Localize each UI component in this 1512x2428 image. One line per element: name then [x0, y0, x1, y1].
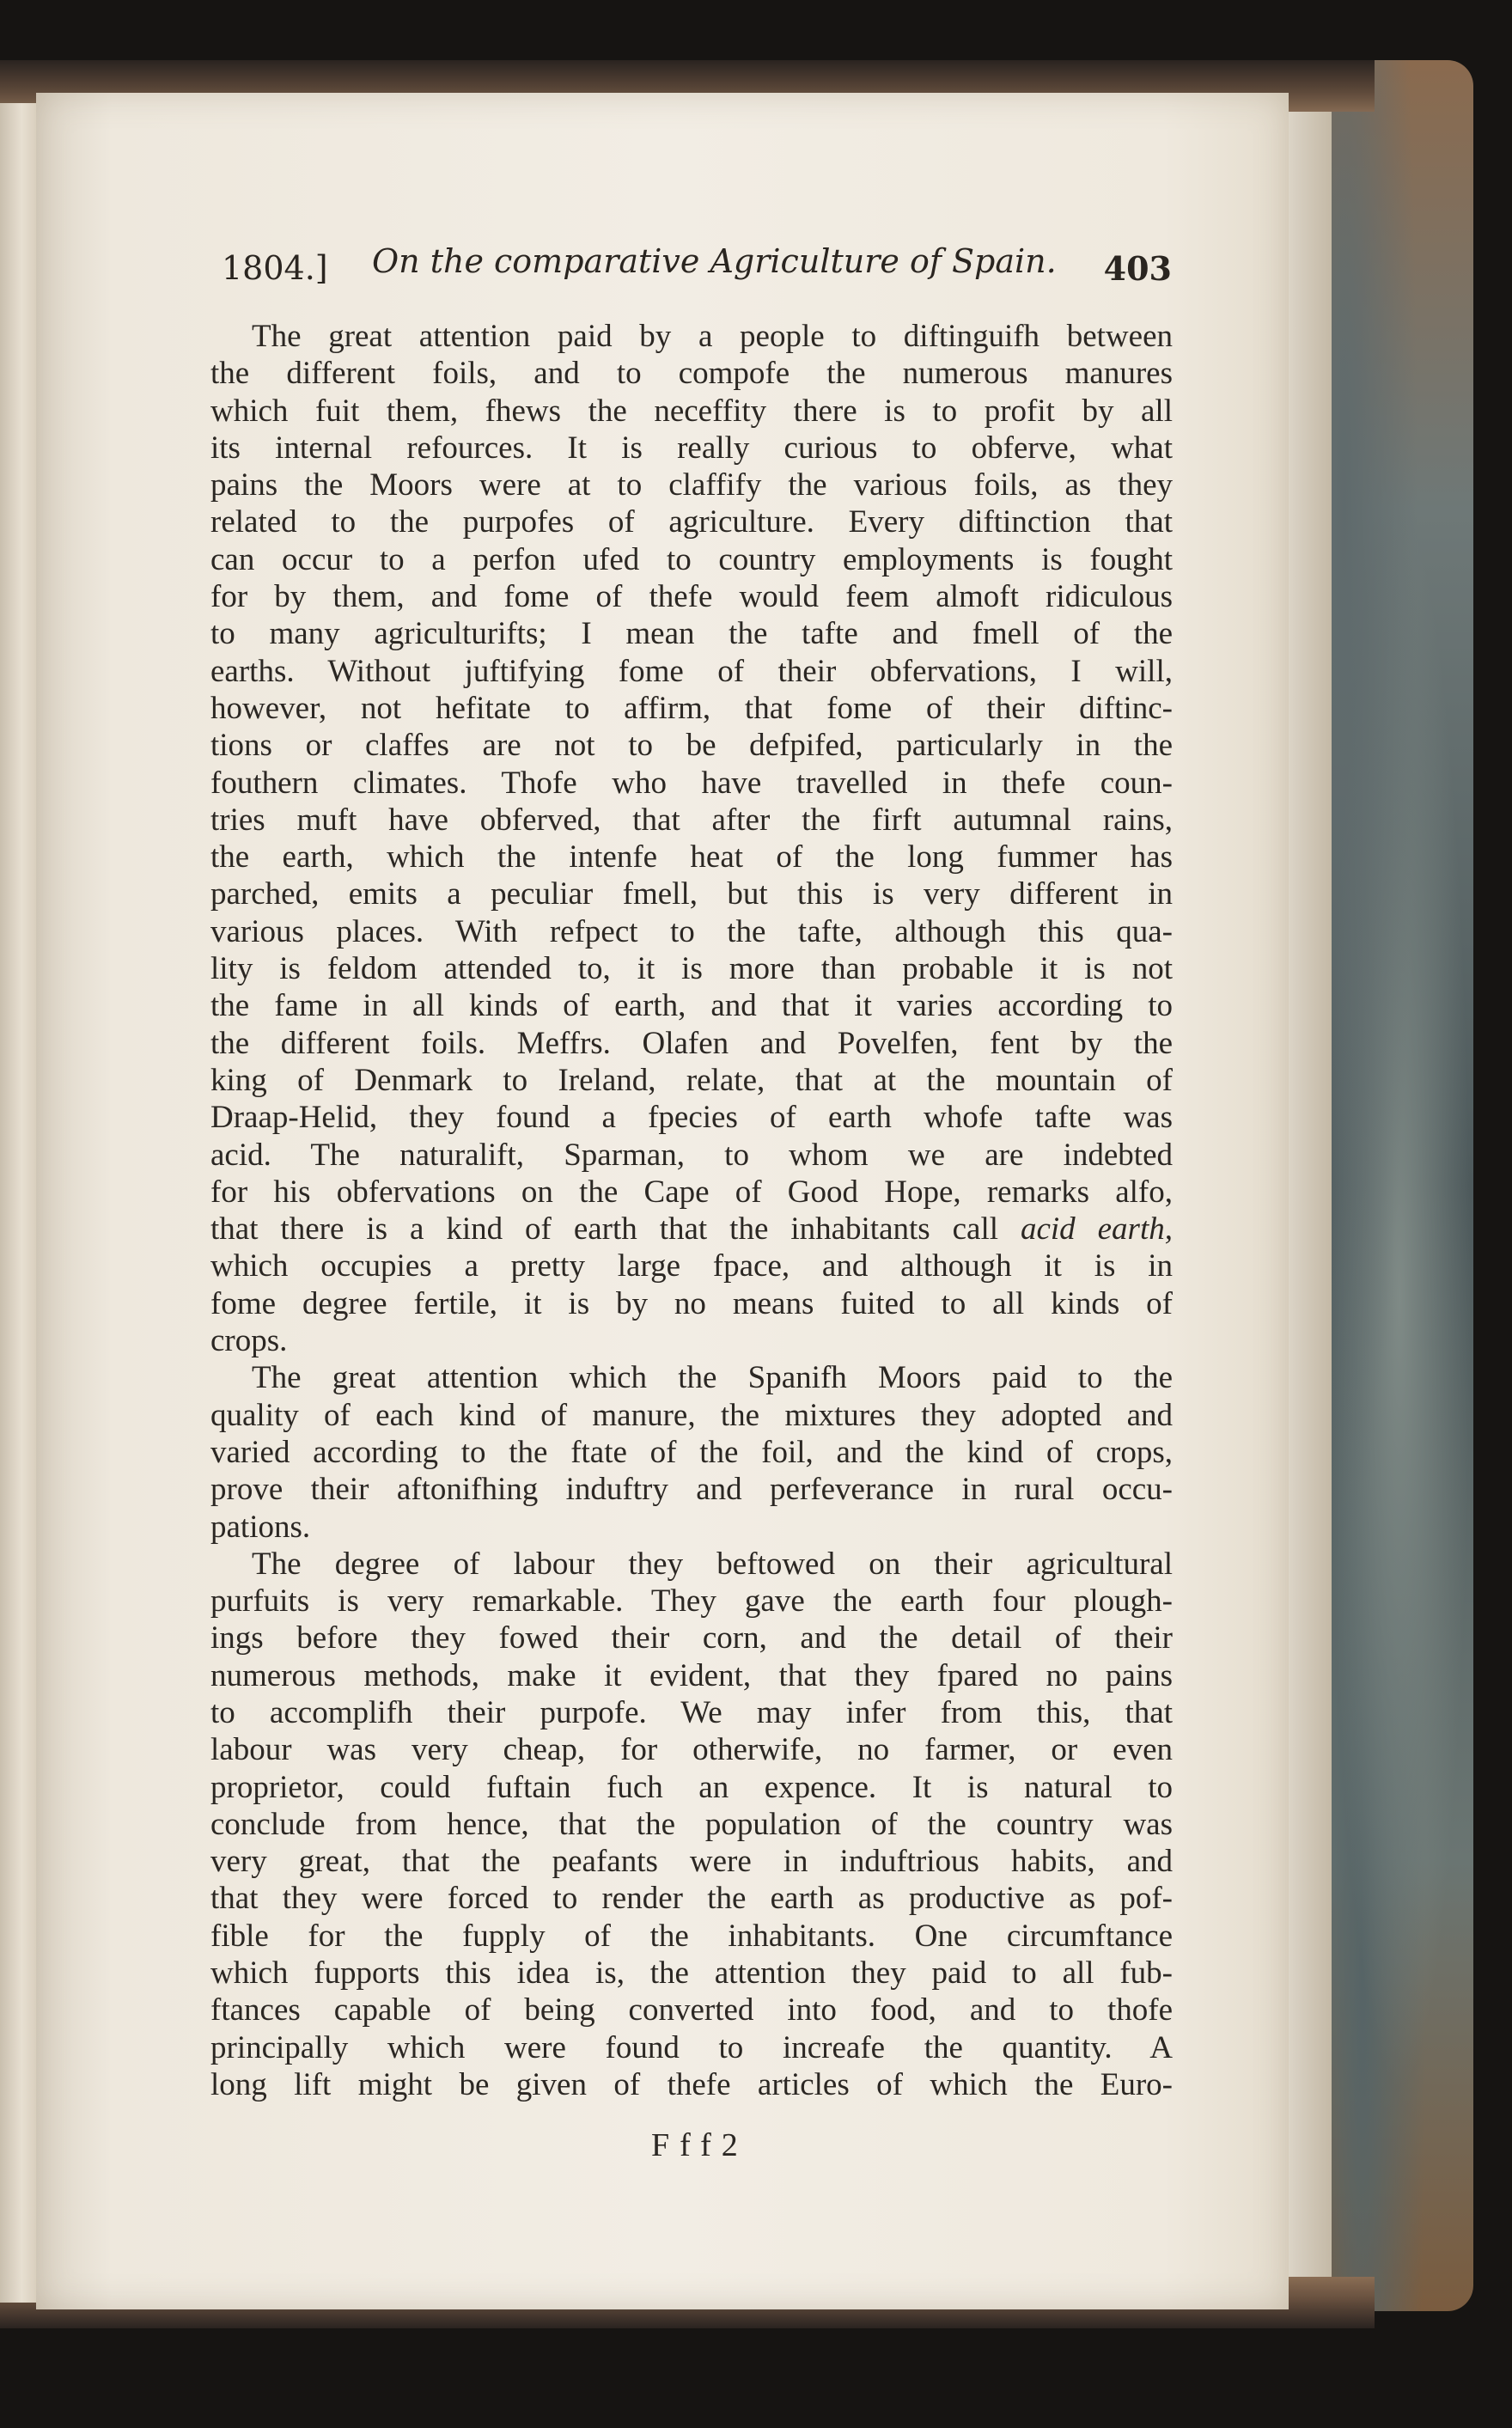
text-line: the fame in all kinds of earth, and that it varies according to	[210, 988, 1173, 1024]
text-line: prove their aftonifhing induftry and perfeverance in rural occu-	[210, 1472, 1173, 1508]
text-line: varied according to the ftate of the foil, and the kind of crops,	[210, 1434, 1173, 1470]
text-line: The degree of labour they beftowed on their agricultural	[252, 1546, 1173, 1582]
text-line: principally which were found to increafe the quantity. A	[210, 2029, 1173, 2065]
header-title: On the comparative Agriculture of Spain.	[372, 242, 1057, 280]
text-line: for his obfervations on the Cape of Good Hope, remarks alfo,	[210, 1174, 1173, 1210]
text-line: that they were forced to render the earth as productive as pof-	[210, 1881, 1173, 1917]
text-line: numerous methods, make it evident, that they fpared no pains	[210, 1657, 1173, 1693]
text-line: fouthern climates. Thofe who have travelled in thefe coun-	[210, 765, 1173, 801]
text-line: labour was very cheap, for otherwife, no farmer, or even	[210, 1732, 1173, 1768]
text-line: which occupies a pretty large fpace, and although it is in	[210, 1248, 1173, 1284]
text-line: the different foils, and to compofe the numerous manures	[210, 356, 1173, 392]
text-line: pations.	[210, 1509, 311, 1545]
text-line: related to the purpofes of agriculture. Every diftinction that	[210, 504, 1173, 540]
page-body	[210, 318, 1173, 2103]
text-line: The great attention which the Spanifh Moors paid to the	[252, 1360, 1173, 1396]
facing-page-edge	[0, 103, 36, 2303]
text-line: ftances capable of being converted into food, and to thofe	[210, 1992, 1173, 2028]
page-number: 403	[1103, 249, 1172, 288]
text-line: earths. Without juftifying fome of their obfervations, I will,	[210, 653, 1173, 689]
text-line: conclude from hence, that the population of the country was	[210, 1806, 1173, 1842]
text-line: The great attention paid by a people to diftinguifh between	[252, 319, 1173, 354]
text-line: various places. With refpect to the tafte, although this qua-	[210, 913, 1173, 949]
text-line: ings before they fowed their corn, and the detail of their	[210, 1620, 1173, 1656]
text-line: lity is feldom attended to, it is more than probable it is not	[210, 951, 1173, 987]
text-line: which fuit them, fhews the neceffity there is to profit by all	[210, 393, 1173, 429]
header-year: 1804.]	[222, 249, 328, 287]
text-line: Draap-Helid, they found a fpecies of earth whofe tafte was	[210, 1100, 1173, 1136]
text-line: for by them, and fome of thefe would feem almoft ridiculous	[210, 579, 1173, 615]
running-header	[222, 242, 1172, 294]
text-line: purfuits is very remarkable. They gave the earth four plough-	[210, 1583, 1173, 1620]
text-line: acid. The naturalift, Sparman, to whom we are indebted	[210, 1137, 1173, 1173]
text-line: the different foils. Meffrs. Olafen and Povelfen, fent by the	[210, 1025, 1173, 1061]
text-line: that there is a kind of earth that the inhabitants call acid earth,	[210, 1211, 1173, 1248]
text-line: proprietor, could fuftain fuch an expence. It is natural to	[210, 1769, 1173, 1805]
text-line: the earth, which the intenfe heat of the long fummer has	[210, 839, 1173, 875]
signature-mark: Fff2	[651, 2127, 748, 2163]
text-line: fible for the fupply of the inhabitants. One circumftance	[210, 1918, 1173, 1954]
text-line: tions or claffes are not to be defpifed, particularly in the	[210, 728, 1173, 764]
text-line: which fupports this idea is, the attention they paid to all fub-	[210, 1955, 1173, 1992]
text-line: very great, that the peafants were in induftrious habits, and	[210, 1844, 1173, 1880]
text-line: quality of each kind of manure, the mixtures they adopted and	[210, 1397, 1173, 1433]
text-line: however, not hefitate to affirm, that fome of their diftinc-	[210, 690, 1173, 726]
text-line: to many agriculturifts; I mean the tafte and fmell of the	[210, 616, 1173, 652]
text-line: fome degree fertile, it is by no means fuited to all kinds of	[210, 1285, 1173, 1321]
text-line: king of Denmark to Ireland, relate, that at the mountain of	[210, 1062, 1173, 1098]
text-line: crops.	[210, 1323, 288, 1359]
text-line: long lift might be given of thefe articles of which the Euro-	[210, 2066, 1173, 2102]
text-line: can occur to a perfon ufed to country employments is fought	[210, 541, 1173, 577]
text-line: its internal refources. It is really curious to obferve, what	[210, 430, 1173, 466]
text-line: to accomplifh their purpofe. We may infer from this, that	[210, 1694, 1173, 1730]
text-line: pains the Moors were at to claffify the various foils, as they	[210, 467, 1173, 503]
text-line: parched, emits a peculiar fmell, but this is very different in	[210, 876, 1173, 912]
text-line: tries muft have obferved, that after the firft autumnal rains,	[210, 802, 1173, 838]
